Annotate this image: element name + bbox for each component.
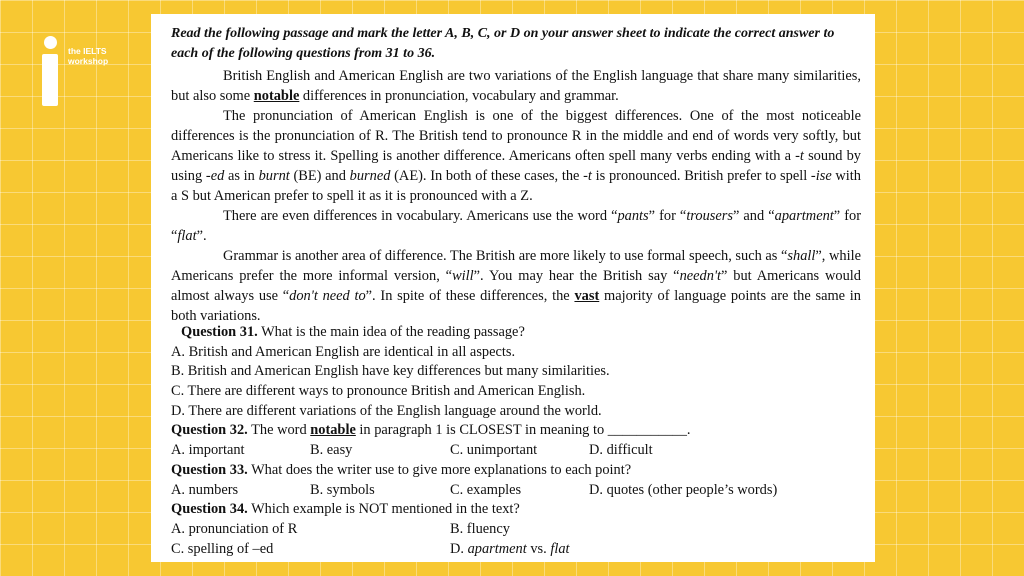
- q31-option-c: C. There are different ways to pronounce British and American English.: [171, 383, 586, 400]
- logo-text-line1: the IELTS: [68, 46, 107, 56]
- q32-option-c: C. unimportant: [450, 442, 538, 459]
- question-33: Question 33. What does the writer use to give more explanations to each point?: [171, 461, 632, 478]
- questions: [171, 322, 861, 558]
- q34-option-a: A. pronunciation of R: [171, 520, 298, 537]
- worksheet-paper: [151, 14, 875, 562]
- q33-option-b: B. symbols: [310, 481, 375, 498]
- q33-option-c: C. examples: [450, 481, 522, 498]
- q32-option-a: A. important: [171, 442, 245, 459]
- q33-option-d: D. quotes (other people’s words): [589, 481, 778, 498]
- logo-text-line2: workshop: [68, 56, 109, 66]
- question-34: Question 34. Which example is NOT mentioned in the text?: [171, 501, 520, 518]
- paragraph-1: British English and American English are two variations of the English language that share many similarities, but also some notable differences in pronunciation, vocabulary and grammar.: [171, 68, 861, 104]
- q34-option-d: D. apartment vs. flat: [450, 540, 570, 557]
- q32-options: [171, 440, 861, 460]
- q33-option-a: A. numbers: [171, 481, 239, 498]
- keyword-notable: notable: [253, 88, 300, 104]
- question-32: Question 32. The word notable in paragraph 1 is CLOSEST in meaning to ___________.: [171, 422, 691, 439]
- q34-options-ab: [171, 519, 861, 539]
- q31-option-d: D. There are different variations of the English language around the world.: [171, 402, 602, 419]
- ielts-workshop-logo: [40, 36, 108, 106]
- q32-option-d: D. difficult: [589, 442, 653, 459]
- keyword-vast: vast: [574, 288, 600, 304]
- q34-option-b: B. fluency: [450, 520, 510, 537]
- q31-option-a: A. British and American English are identical in all aspects.: [171, 343, 516, 360]
- q34-option-c: C. spelling of –ed: [171, 540, 274, 557]
- q31-option-b: B. British and American English have key differences but many similarities.: [171, 363, 610, 380]
- logo-text: [68, 46, 108, 66]
- paragraph-4: Grammar is another area of difference. The British are more likely to use formal speech, such as “shall”, while Americans prefer the more informal version, “will”. You may hear the British say “needn't” but Americans would almost always use “don't need to”. In spite of these differences, the vast majority of language points are the same in both variations.: [171, 248, 862, 324]
- q34-options-cd: [171, 539, 861, 559]
- instructions: Read the following passage and mark the letter A, B, C, or D on your answer sheet to indicate the correct answer to each of the following questions from 31 to 36.: [171, 26, 835, 61]
- q33-options: [171, 480, 861, 500]
- paragraph-3: There are even differences in vocabulary. Americans use the word “pants” for “trousers” and “apartment” for “flat”.: [171, 208, 862, 244]
- q32-option-b: B. easy: [310, 442, 353, 459]
- logo-i-icon: [40, 36, 62, 106]
- paragraph-2: The pronunciation of American English is one of the biggest differences. One of the most noticeable differences is the pronunciation of R. The British tend to pronounce R in the middle and end of words very softly, but Americans like to stress it. Spelling is another difference. Americans often spell many verbs ending with a -t sound by using -ed as in burnt (BE) and burned (AE). In both of these cases, the -t is pronounced. British prefer to spell -ise with a S but American prefer to spell it as it is pronounced with a Z.: [171, 108, 862, 204]
- reading-passage: [171, 66, 861, 326]
- question-31: Question 31. What is the main idea of the reading passage?: [181, 324, 525, 340]
